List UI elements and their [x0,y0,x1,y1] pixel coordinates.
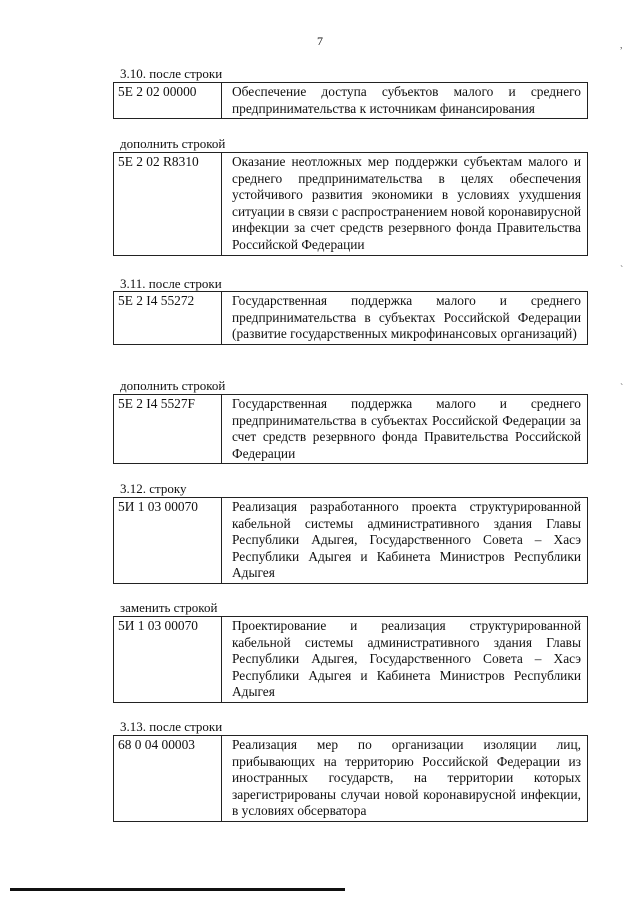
budget-code-cell: 5Е 2 I4 55272 [114,292,222,345]
table-row [114,617,588,703]
description-cell: Проектирование и реализация структурированной кабельной системы административного здания Главы Республики Адыгея, Государственного Совета – Хасэ Республики Адыгея и Кабинета Министров Республики Адыгея [222,617,588,703]
amendment-table-3-12 [113,497,588,584]
table-row [114,292,588,345]
table-row [114,498,588,584]
budget-code-cell: 5Е 2 02 R8310 [114,153,222,256]
scan-edge-mark: , [620,40,623,51]
budget-code-cell: 5Е 2 I4 5527F [114,395,222,464]
description-cell: Оказание неотложных мер поддержки субъектам малого и среднего предпринимательства в целях обеспечения устойчивого развития экономики в условиях ухудшения ситуации в связи с распространением новой коронавирусной инфекции за счет средств резервного фонда Правительства Российской Федерации [222,153,588,256]
table-row [114,736,588,822]
description-cell: Государственная поддержка малого и среднего предпринимательства в субъектах Российской Федерации (развитие государственных микрофинансовых организаций) [222,292,588,345]
amendment-table-add-row-2 [113,394,588,464]
section-label-3-12: 3.12. строку [120,481,187,496]
section-label-add-row-1: дополнить строкой [120,136,226,151]
section-label-3-10: 3.10. после строки [120,66,223,81]
amendment-table-add-row-1 [113,152,588,256]
table-row [114,395,588,464]
budget-code-cell: 5Е 2 02 00000 [114,83,222,119]
budget-code-cell: 5И 1 03 00070 [114,617,222,703]
amendment-table-3-10 [113,82,588,119]
budget-code-cell: 5И 1 03 00070 [114,498,222,584]
description-cell: Реализация разработанного проекта структурированной кабельной системы административного здания Главы Республики Адыгея, Государственного Совета – Хасэ Республики Адыгея и Кабинета Министров Республики Адыгея [222,498,588,584]
description-cell: Государственная поддержка малого и среднего предпринимательства в субъектах Российской Федерации за счет средств резервного фонда Правительства Российской Федерации [222,395,588,464]
section-label-replace-row: заменить строкой [120,600,218,615]
bottom-rule [10,888,345,891]
section-label-add-row-2: дополнить строкой [120,378,226,393]
section-label-3-11: 3.11. после строки [120,276,222,291]
scan-edge-mark: ` [620,383,624,394]
budget-code-cell: 68 0 04 00003 [114,736,222,822]
description-cell: Реализация мер по организации изоляции лиц, прибывающих на территорию Российской Федерации из иностранных государств, на территории которых зарегистрированы случаи новой коронавирусной инфекции, в условиях обсерватора [222,736,588,822]
table-row [114,153,588,256]
page-number: 7 [317,34,323,48]
scan-edge-mark: ` [620,265,624,276]
amendment-table-3-11 [113,291,588,345]
section-label-3-13: 3.13. после строки [120,719,223,734]
amendment-table-replace-row [113,616,588,703]
amendment-table-3-13 [113,735,588,822]
description-cell: Обеспечение доступа субъектов малого и среднего предпринимательства к источникам финансирования [222,83,588,119]
table-row [114,83,588,119]
